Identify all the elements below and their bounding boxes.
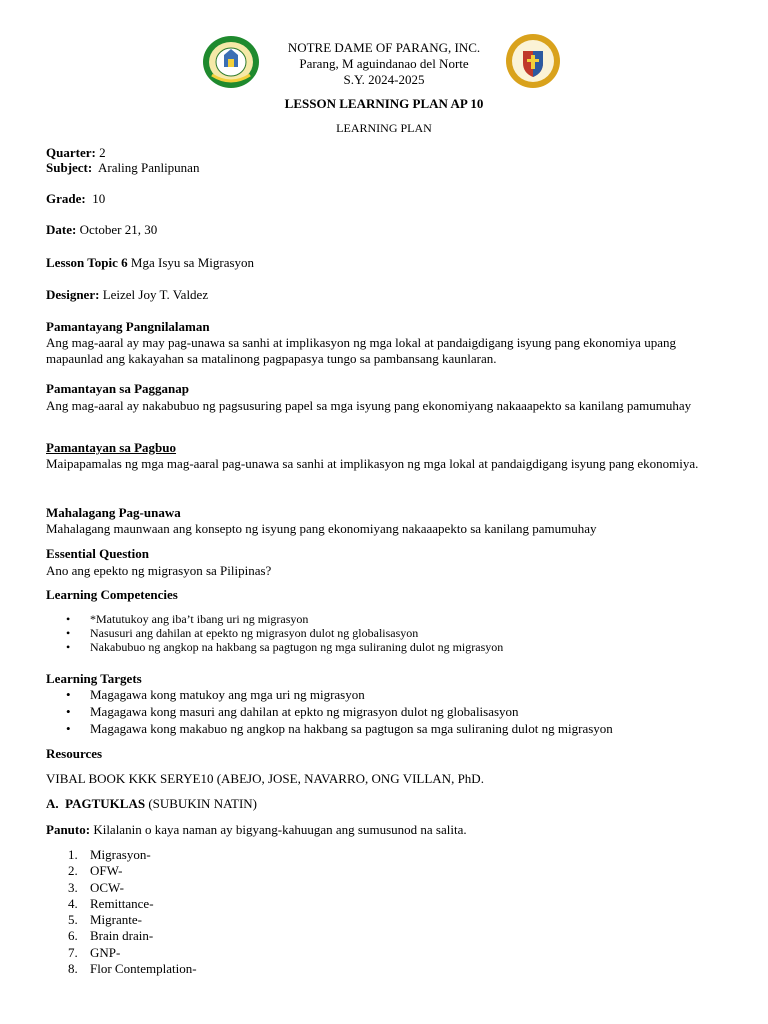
date-value: October 21, 30 [76,222,158,237]
list-item: 6. Brain drain- [68,928,154,944]
panuto-line [46,822,726,838]
quarter-value: 2 [95,145,106,160]
subject-value: Araling Panlipunan [92,160,200,175]
competencies-heading: Learning Competencies [46,587,178,602]
pagunawa-heading: Mahalagang Pag-unawa [46,505,181,520]
targets-heading: Learning Targets [46,671,142,686]
topic-value: Mga Isyu sa Migrasyon [127,255,255,270]
list-item: • *Matutukoy ang iba’t ibang uri ng migrasyon [46,612,726,626]
quarter-line [46,145,106,161]
grade-line [46,191,105,207]
competencies-list-wrap [46,612,726,654]
list-item: • Magagawa kong matukoy ang mga uri ng migrasyon [46,686,726,703]
page-subtitle: LEARNING PLAN [336,121,432,135]
terms-list-wrap [46,847,726,977]
resources-heading: Resources [46,746,103,761]
pagganap-text: Ang mag-aaral ay nakabubuo ng pagsusuring papel sa mga isyung pang ekonomiyang nakaaapekto sa kanilang pamumuhay [46,398,692,413]
pagbuo-heading: Pamantayan sa Pagbuo [46,440,177,455]
part-a-sub: (SUBUKIN NATIN) [145,796,258,811]
pagunawa-text: Mahalagang maunwaan ang konsepto ng isyung pang ekonomiyang nakaaapekto sa kanilang pamumuhay [46,521,597,536]
competencies-list [46,612,726,654]
pangnilalaman-heading: Pamantayang Pangnilalaman [46,319,210,334]
diocese-seal-icon [505,33,561,89]
list-item: • Magagawa kong makabuo ng angkop na hakbang sa pagtugon sa mga suliraning dulot ng migrasyon [46,720,726,737]
quarter-label: Quarter: [46,145,96,160]
list-item: 4. Remittance- [68,895,154,911]
designer-value: Leizel Joy T. Valdez [99,287,209,302]
pagganap-heading: Pamantayan sa Pagganap [46,381,190,396]
page-title: LESSON LEARNING PLAN AP 10 [284,96,484,111]
list-item: 8. Flor Contemplation- [68,961,197,977]
school-name: NOTRE DAME OF PARANG, INC. [287,40,481,55]
topic-label: Lesson Topic 6 [46,255,128,270]
list-item: 3. OCW- [68,879,124,895]
part-a-label: A. PAGTUKLAS [46,796,146,811]
list-item: • Nakabubuo ng angkop na hakbang sa pagtugon ng mga suliraning dulot ng migrasyon [46,640,726,654]
date-line [46,222,157,238]
date-label: Date: [46,222,77,237]
panuto-text: Kilalanin o kaya naman ay bigyang-kahuugan ang sumusunod na salita. [90,822,467,837]
designer-line [46,287,208,303]
list-item: • Nasusuri ang dahilan at epekto ng migrasyon dulot ng globalisasyon [46,626,726,640]
targets-list [46,686,726,737]
essential-question-text: Ano ang epekto ng migrasyon sa Pilipinas? [46,563,272,578]
resources-text: VIBAL BOOK KKK SERYE10 (ABEJO, JOSE, NAVARRO, ONG VILLAN, PhD. [46,771,484,786]
subject-line [46,160,199,176]
subject-label: Subject: [46,160,93,175]
school-year: S.Y. 2024-2025 [343,72,425,87]
list-item: • Magagawa kong masuri ang dahilan at epkto ng migrasyon dulot ng globalisasyon [46,703,726,720]
essential-question-heading: Essential Question [46,546,149,561]
pangnilalaman-text: Ang mag-aaral ay may pag-unawa sa sanhi at implikasyon ng mga lokal at pandaigdigang isyung pang ekonomiya upang mapaunlad ang kakayahan sa matalinong pagpapasya tungo sa pambansang kaunlaran. [46,335,676,366]
grade-label: Grade: [46,191,86,206]
pagbuo-text: Maipapamalas ng mga mag-aaral pag-unawa sa sanhi at implikasyon ng mga lokal at pandaigdigang isyung pang ekonomiya. [46,456,699,471]
school-address: Parang, M aguindanao del Norte [299,56,469,71]
designer-label: Designer: [46,287,100,302]
list-item: 1. Migrasyon- [68,847,151,862]
document-header [0,0,768,95]
panuto-label: Panuto: [46,822,91,837]
part-a-heading [46,796,257,812]
topic-line [46,255,254,271]
list-item: 5. Migrante- [68,912,142,928]
list-item: 7. GNP- [68,944,121,960]
grade-value: 10 [85,191,106,206]
terms-list [46,847,726,977]
targets-list-wrap [46,686,726,737]
list-item: 2. OFW- [68,863,123,879]
